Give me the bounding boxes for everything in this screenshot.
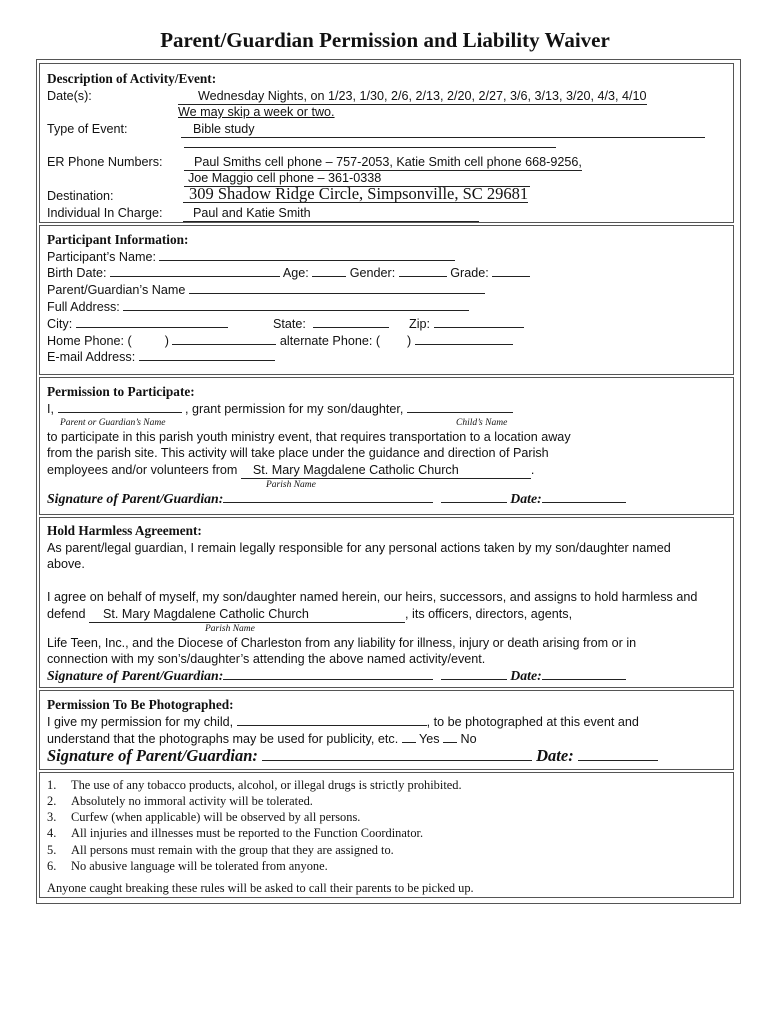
city-input[interactable] bbox=[76, 315, 228, 328]
zip-label: Zip: bbox=[409, 317, 430, 331]
harmless-signature-row bbox=[47, 667, 626, 684]
rule-text: No abusive language will be tolerated from anyone. bbox=[71, 859, 328, 873]
email-input[interactable] bbox=[139, 348, 275, 361]
rule-item bbox=[47, 793, 313, 809]
alt-phone-label: alternate Phone: ( bbox=[279, 334, 381, 348]
harmless-p1-1: As parent/legal guardian, I remain legally responsible for any personal actions taken by my son/daughter named bbox=[47, 541, 671, 555]
dates-value: Wednesday Nights, on 1/23, 1/30, 2/6, 2/13, 2/20, 2/27, 3/6, 3/13, 3/20, 4/3, 4/10 bbox=[178, 88, 647, 105]
permission-parish-value[interactable]: St. Mary Magdalene Catholic Church bbox=[241, 462, 531, 479]
gender-label: Gender: bbox=[349, 266, 396, 280]
state-label: State: bbox=[273, 317, 306, 331]
permission-signature-colon: : bbox=[218, 491, 224, 506]
photo-child-input[interactable] bbox=[237, 713, 427, 726]
age-input[interactable] bbox=[312, 264, 346, 277]
permission-signature-row bbox=[47, 490, 626, 507]
harmless-date-input[interactable] bbox=[542, 667, 626, 680]
permission-body-2: from the parish site. This activity will take place under the guidance and direction of Parish bbox=[47, 446, 549, 460]
gender-input[interactable] bbox=[399, 264, 447, 277]
address-label: Full Address: bbox=[47, 300, 120, 314]
permission-signature-extra[interactable] bbox=[441, 490, 507, 503]
type-extra-blank bbox=[184, 135, 556, 148]
rule-text: Curfew (when applicable) will be observed by all persons. bbox=[71, 810, 361, 824]
parent-name-row bbox=[47, 281, 485, 298]
participant-name-row bbox=[47, 248, 455, 265]
harmless-p3-1: Life Teen, Inc., and the Diocese of Charleston from any liability for illness, injury or death arising from or in bbox=[47, 636, 637, 650]
email-row bbox=[47, 348, 275, 365]
state-input[interactable] bbox=[313, 315, 389, 328]
parent-name-label: Parent/Guardian’s Name bbox=[47, 283, 186, 297]
photo-yes-label: Yes bbox=[419, 732, 440, 746]
permission-body-3: employees and/or volunteers from bbox=[47, 463, 238, 477]
photo-signature-label: Signature of Parent/Guardian bbox=[47, 746, 253, 765]
photo-signature-row bbox=[47, 745, 658, 766]
permission-parish-caption: Parish Name bbox=[266, 480, 316, 490]
rule-item bbox=[47, 842, 394, 858]
harmless-parish-value[interactable]: St. Mary Magdalene Catholic Church bbox=[89, 606, 405, 623]
state-row bbox=[273, 315, 389, 332]
type-value: Bible study bbox=[181, 121, 705, 138]
address-input[interactable] bbox=[123, 298, 469, 311]
destination-value: 309 Shadow Ridge Circle, Simpsonville, SC 29681 bbox=[183, 186, 528, 203]
harmless-defend: defend bbox=[47, 607, 86, 621]
harmless-signature-extra[interactable] bbox=[441, 667, 507, 680]
rule-number: 4. bbox=[47, 826, 57, 840]
participant-name-input[interactable] bbox=[159, 248, 455, 261]
rule-number: 6. bbox=[47, 859, 57, 873]
grade-label: Grade: bbox=[450, 266, 489, 280]
harmless-p1-2: above. bbox=[47, 557, 85, 571]
permission-period: . bbox=[530, 463, 535, 477]
rule-item bbox=[47, 858, 328, 874]
rule-text: All injuries and illnesses must be reported to the Function Coordinator. bbox=[71, 826, 424, 840]
photo-no-input[interactable] bbox=[443, 730, 457, 743]
photo-no-label: No bbox=[460, 732, 477, 746]
rule-item bbox=[47, 825, 423, 841]
charge-value: Paul and Katie Smith bbox=[183, 205, 479, 222]
harmless-parish-caption: Parish Name bbox=[205, 624, 255, 634]
permission-date-colon: : bbox=[537, 491, 542, 506]
participant-name-label: Participant’s Name: bbox=[47, 250, 156, 264]
rule-number: 3. bbox=[47, 810, 57, 824]
destination-label: Destination: bbox=[47, 189, 114, 203]
dates-label: Date(s): bbox=[47, 89, 92, 103]
harmless-signature-colon: : bbox=[218, 668, 224, 683]
zip-row bbox=[409, 315, 524, 332]
participant-heading: Participant Information: bbox=[47, 232, 189, 247]
charge-field[interactable] bbox=[183, 205, 479, 222]
child-caption: Child’s Name bbox=[456, 418, 508, 428]
permission-date-label: Date bbox=[510, 491, 538, 506]
page-title: Parent/Guardian Permission and Liability Waiver bbox=[160, 28, 610, 52]
photo-yes-input[interactable] bbox=[402, 730, 416, 743]
rule-number: 5. bbox=[47, 843, 57, 857]
harmless-date-label: Date bbox=[510, 668, 538, 683]
destination-field[interactable] bbox=[183, 186, 528, 203]
harmless-p2-1: I agree on behalf of myself, my son/daughter named herein, our heirs, successors, and assigns to hold harmless and bbox=[47, 590, 698, 604]
permission-heading: Permission to Participate: bbox=[47, 384, 195, 399]
activity-heading: Description of Activity/Event: bbox=[47, 71, 217, 86]
alt-paren-close: ) bbox=[407, 334, 412, 348]
email-label: E-mail Address: bbox=[47, 350, 136, 364]
city-label: City: bbox=[47, 317, 73, 331]
rule-text: Absolutely no immoral activity will be tolerated. bbox=[71, 794, 313, 808]
home-phone-input[interactable] bbox=[172, 332, 276, 345]
permission-grant-text: , grant permission for my son/daughter, bbox=[185, 402, 404, 416]
dates-field[interactable] bbox=[178, 88, 647, 105]
home-phone-label: Home Phone: ( bbox=[47, 334, 132, 348]
harmless-p3-2: connection with my son’s/daughter’s attending the above named activity/event. bbox=[47, 652, 486, 666]
rule-item bbox=[47, 809, 360, 825]
rule-number: 2. bbox=[47, 794, 57, 808]
rule-text: The use of any tobacco products, alcohol, or illegal drugs is strictly prohibited. bbox=[71, 778, 462, 792]
harmless-heading: Hold Harmless Agreement: bbox=[47, 523, 202, 538]
zip-input[interactable] bbox=[434, 315, 524, 328]
charge-label: Individual In Charge: bbox=[47, 206, 163, 220]
photo-line-1a: I give my permission for my child, bbox=[47, 715, 234, 729]
age-label: Age: bbox=[282, 266, 309, 280]
alt-phone-input[interactable] bbox=[415, 332, 513, 345]
home-phone-row bbox=[47, 332, 513, 349]
rule-text: All persons must remain with the group that they are assigned to. bbox=[71, 843, 394, 857]
address-row bbox=[47, 298, 469, 315]
harmless-defend-row bbox=[47, 606, 572, 623]
harmless-date-colon: : bbox=[537, 668, 542, 683]
harmless-signature-label: Signature of Parent/Guardian bbox=[47, 668, 219, 683]
er-field-1[interactable] bbox=[184, 154, 582, 171]
dates-note: We may skip a week or two. bbox=[178, 105, 335, 119]
type-label: Type of Event: bbox=[47, 122, 128, 136]
photo-date-input[interactable] bbox=[578, 745, 658, 761]
birth-row bbox=[47, 264, 530, 281]
er-label: ER Phone Numbers: bbox=[47, 155, 163, 169]
photo-date-label: Date bbox=[536, 746, 569, 765]
er-value-2: Joe Maggio cell phone – 361-0338 bbox=[184, 170, 530, 187]
photo-heading: Permission To Be Photographed: bbox=[47, 697, 234, 712]
permission-parent-input[interactable] bbox=[58, 400, 182, 413]
rule-number: 1. bbox=[47, 778, 57, 792]
parent-name-input[interactable] bbox=[189, 281, 485, 294]
rules-footer: Anyone caught breaking these rules will be asked to call their parents to be picked up. bbox=[47, 881, 474, 895]
birth-input[interactable] bbox=[110, 264, 280, 277]
permission-signature-label: Signature of Parent/Guardian bbox=[47, 491, 219, 506]
home-paren-close: ) bbox=[164, 334, 169, 348]
rule-item bbox=[47, 777, 462, 793]
photo-signature-colon: : bbox=[252, 746, 258, 765]
grade-input[interactable] bbox=[492, 264, 530, 277]
photo-line-2a: understand that the photographs may be used for publicity, etc. bbox=[47, 732, 399, 746]
permission-signature-input[interactable] bbox=[223, 490, 433, 503]
photo-line-1 bbox=[47, 713, 639, 730]
er-value-1: Paul Smiths cell phone – 757-2053, Katie Smith cell phone 668-9256, bbox=[184, 154, 582, 171]
harmless-signature-input[interactable] bbox=[223, 667, 433, 680]
permission-child-input[interactable] bbox=[407, 400, 513, 413]
birth-label: Birth Date: bbox=[47, 266, 107, 280]
parent-caption: Parent or Guardian’s Name bbox=[60, 418, 166, 428]
photo-line-1b: , to be photographed at this event and bbox=[426, 715, 639, 729]
photo-signature-input[interactable] bbox=[262, 745, 532, 761]
photo-date-colon: : bbox=[568, 746, 574, 765]
permission-body-1: to participate in this parish youth ministry event, that requires transportation to a location away bbox=[47, 430, 571, 444]
city-row bbox=[47, 315, 228, 332]
harmless-p2-after: , its officers, directors, agents, bbox=[405, 607, 573, 621]
permission-date-input[interactable] bbox=[542, 490, 626, 503]
type-extra-line[interactable] bbox=[184, 135, 556, 152]
permission-i: I, bbox=[47, 402, 54, 416]
